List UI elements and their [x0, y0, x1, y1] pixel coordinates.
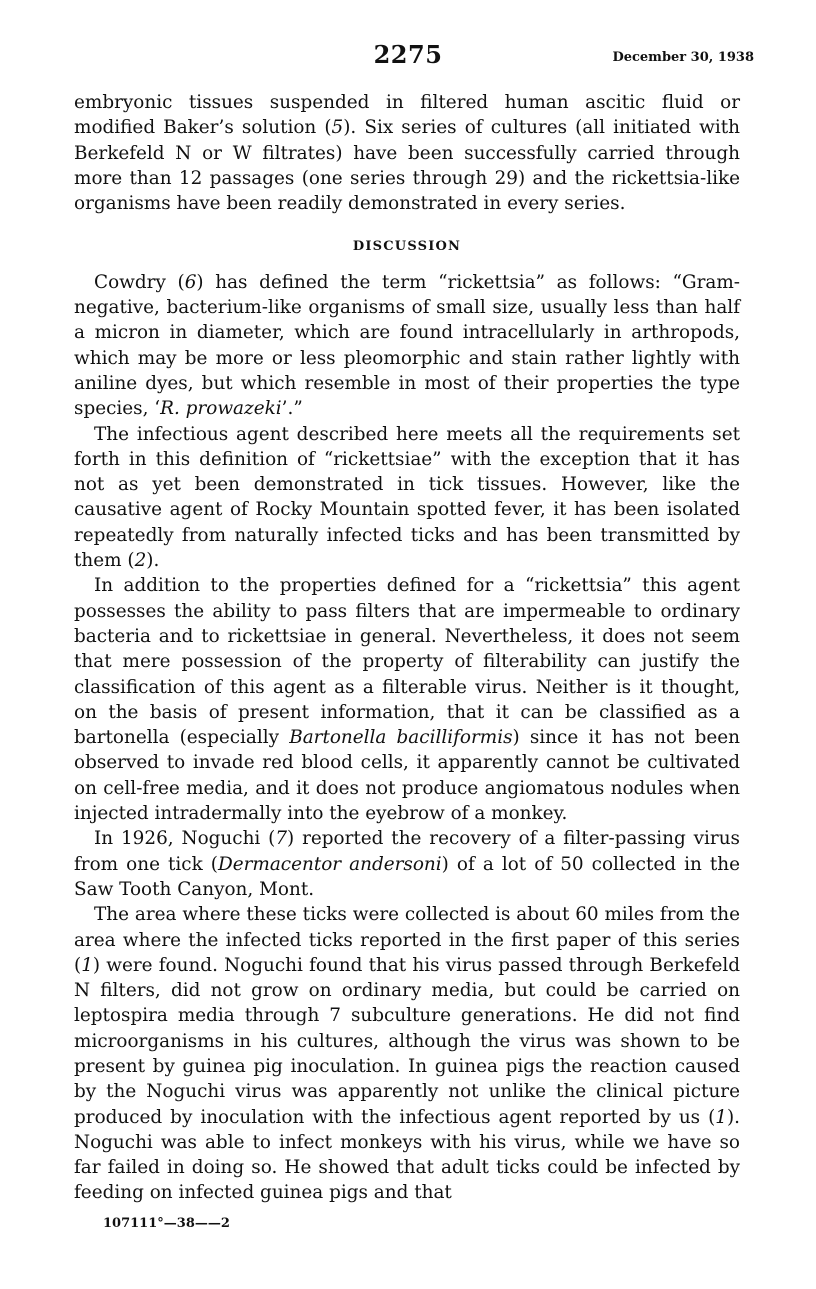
- italic-text: R. prowazeki: [160, 398, 282, 420]
- italic-text: 1: [715, 1106, 727, 1128]
- footer-code: 107111°—38——2: [103, 1216, 230, 1231]
- text-segment: ). Six series of cultures (all initiated with Berkefeld N or W filtrates) have been successfully carried through more than 12 passages (one series through 29) and the rickettsia-like organisms have been readily demonstrated in every series.: [74, 117, 740, 215]
- text-segment: ’.”: [281, 398, 303, 420]
- page-date: December 30, 1938: [612, 50, 754, 65]
- italic-text: Bartonella bacilliformis: [289, 727, 513, 749]
- italic-text: Dermacentor andersoni: [217, 853, 442, 875]
- text-segment: ).: [146, 550, 160, 572]
- text-segment: Cowdry (: [94, 271, 185, 293]
- italic-text: 7: [275, 828, 288, 850]
- body-text: [74, 90, 740, 1206]
- discussion-paragraphs: [74, 270, 740, 1206]
- italic-text: 2: [134, 550, 147, 572]
- italic-text: 5: [331, 117, 344, 139]
- text-segment: ) since it has not been observed to invade red blood cells, it apparently cannot be cultivated on cell-free media, and it does not produce angiomatous nodules when injected intradermally into the eyebrow of a monkey.: [74, 727, 740, 825]
- text-segment: The infectious agent described here meets all the requirements set forth in this definition of “rickettsiae” with the exception that it has not as yet been demonstrated in tick tissues. However, like the causative agent of Rocky Mountain spotted fever, it has been isolated repeatedly from naturally infected ticks and has been transmitted by them (: [74, 423, 740, 572]
- text-segment: ) were found. Noguchi found that his virus passed through Berkefeld N filters, did not grow on ordinary media, but could be carried on leptospira media through 7 subculture generations. He did not find microorganisms in his cultures, although the virus was shown to be present by guinea pig inoculation. In guinea pigs the reaction caused by the Noguchi virus was apparently not unlike the clinical picture produced by inoculation with the infectious agent reported by us (: [74, 954, 740, 1128]
- paragraph: [74, 902, 740, 1206]
- text-segment: ) has defined the term “rickettsia” as follows: “Gram-negative, bacterium-like organisms of small size, usually less than half a micron in diameter, which are found intracellularly in arthropods, which may be more or less pleomorphic and stain rather lightly with aniline dyes, but which resemble in most of their properties the type species, ‘: [74, 271, 740, 420]
- paragraph: [74, 270, 740, 422]
- italic-text: 6: [184, 271, 197, 293]
- paragraph: [74, 573, 740, 826]
- text-segment: ) of a lot of 50 collected in the Saw Tooth Canyon, Mont.: [74, 853, 740, 900]
- text-segment: embryonic tissues suspended in filtered human ascitic fluid or modified Baker’s solution (: [74, 92, 740, 139]
- text-segment: ) reported the recovery of a filter-passing virus from one tick (: [74, 828, 740, 875]
- paragraph: [74, 90, 740, 216]
- paragraph: [74, 422, 740, 574]
- paragraph: [74, 826, 740, 902]
- italic-text: 1: [81, 954, 93, 976]
- text-segment: In 1926, Noguchi (: [94, 828, 276, 850]
- intro-paragraphs: [74, 90, 740, 216]
- text-segment: The area where these ticks were collected is about 60 miles from the area where the infected ticks reported in the first paper of this series (: [74, 904, 740, 976]
- text-segment: In addition to the properties defined for a “rickettsia” this agent possesses the ability to pass filters that are impermeable to ordinary bacteria and to rickettsiae in general. Nevertheless, it does not seem that mere possession of the property of filterability can justify the classification of this agent as a filterable virus. Neither is it thought, on the basis of present information, that it can be classified as a bartonella (especially: [74, 575, 740, 749]
- section-heading: DISCUSSION: [352, 239, 462, 255]
- page-number: 2275: [373, 40, 443, 69]
- text-segment: ). Noguchi was able to infect monkeys with his virus, while we have so far failed in doing so. He showed that adult ticks could be infected by feeding on infected guinea pigs and that: [74, 1106, 740, 1204]
